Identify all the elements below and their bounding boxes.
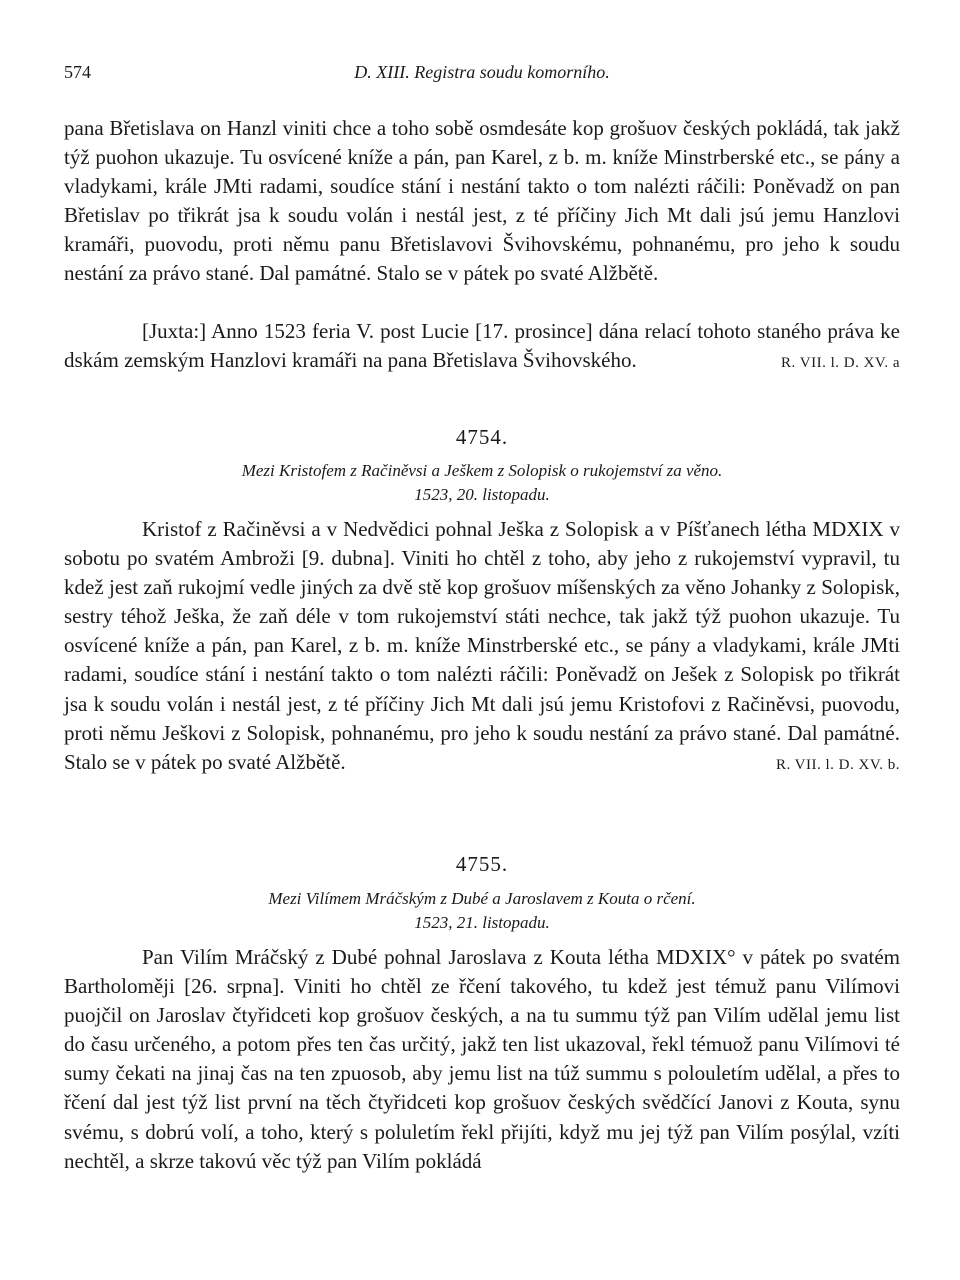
page-number: 574	[64, 62, 91, 82]
archive-signature: R. VII. l. D. XV. a	[781, 355, 900, 372]
running-head	[64, 62, 900, 86]
document-title: Mezi Vilímem Mráčským z Dubé a Jaroslavem z Kouta o rčení.	[268, 889, 696, 908]
document-date: 1523, 20. listopadu.	[414, 485, 550, 504]
document-number: 4754.	[455, 425, 509, 449]
document-title: Mezi Kristofem z Račiněvsi a Ješkem z Solopisk o rukojemství za věno.	[241, 461, 723, 480]
entry-continued-text: pana Břetislava on Hanzl viniti chce a toho sobě osmdesáte kop grošuov českých pokládá, tak jakž týž puohon ukazuje. Tu osvícené kníže a pán, pan Karel, z b. m. kníže Minstrberské etc., se pány a vladykami, krále JMti radami, soudíce stání i nestání takto o tom nalézti ráčili: Poněvadž on pan Břetislav po třikrát jsa k soudu volán i nestál jest, z té příčiny Jich Mt dali jsú jemu Hanzlovi kramáři, puovodu, proti němu panu Břetislavovi Švihovskému, pohnanému, pro jeho k soudu nestání za právo stané. Dal památné. Stalo se v pátek po svaté Alžbětě.	[64, 116, 900, 286]
document-date: 1523, 21. listopadu.	[414, 913, 550, 932]
archive-signature: R. VII. l. D. XV. b.	[775, 756, 900, 773]
entry-juxta-note	[64, 317, 900, 378]
document-body: Pan Vilím Mráčský z Dubé pohnal Jaroslava z Kouta létha MDXIX° v pátek po svatém Bartholoměji [26. srpna]. Viniti ho chtěl ze řčení takového, tu kdež jest témuž panu Vilímovi puojčil on Jaroslav čtyřidceti kop grošuov českých, a na tu summu týž pan Vilím udělal jemu list do času určeného, a potom přes ten čas určitý, jakž ten list ukazoval, řekl témuož panu Vilímovi té sumy čekati na jinaj čas na ten zpuosob, aby jemu list na túž summu s polouletím udělal, a přes to řčení dal jest týž list první na těch čtyřidceti kop grošuov českých svědčící Janovi z Kouta, synu svému, s dobrú volí, a toho, který s poluletím řekl přijíti, když mu jej týž pan Vilím posýlal, vzíti nechtěl, a skrze takovú věc týž pan Vilím pokládá	[64, 945, 900, 1173]
document-page	[64, 0, 900, 1280]
document-body	[64, 515, 900, 780]
running-head-title: D. XIII. Registra soudu komorního.	[354, 62, 610, 82]
juxta-note-text: [Juxta:] Anno 1523 feria V. post Lucie [17. prosince] dána relací tohoto staného práva ke dskám zemským Hanzlovi kramáři na pana Břetislava Švihovského.	[64, 319, 900, 373]
document-body-text: Kristof z Račiněvsi a v Nedvědici pohnal Ješka z Solopisk a v Píšťanech létha MDXIX v sobotu po svatém Ambroži [9. dubna]. Viniti ho chtěl z toho, aby jeho z rukojemství vypravil, tu kdež jest zaň rukojmí vedle jiných za dvě stě kop grošuov míšenských za věno Johanky z Solopisk, sestry téhož Ješka, že zaň déle v tom rukojemství státi nechce, tak jakž týž puohon ukazuje. Tu osvícené kníže a pán, pan Karel, z b. m. kníže Minstrberské etc., se pány a vladykami, krále JMti radami, soudíce stání i nestání takto o tom nalézti ráčili: Poněvadž on Ješek z Solopisk po třikrát jsa k soudu volán i nestál jest, z té příčiny Jich Mt dali jsú jemu Kristofovi z Račiněvsi, puovodu, proti němu Ješkovi z Solopisk, pohnanému, pro jeho k soudu nestání za právo stané. Dal památné. Stalo se v pátek po svaté Alžbětě.	[64, 517, 900, 774]
document-number: 4755.	[455, 852, 509, 876]
